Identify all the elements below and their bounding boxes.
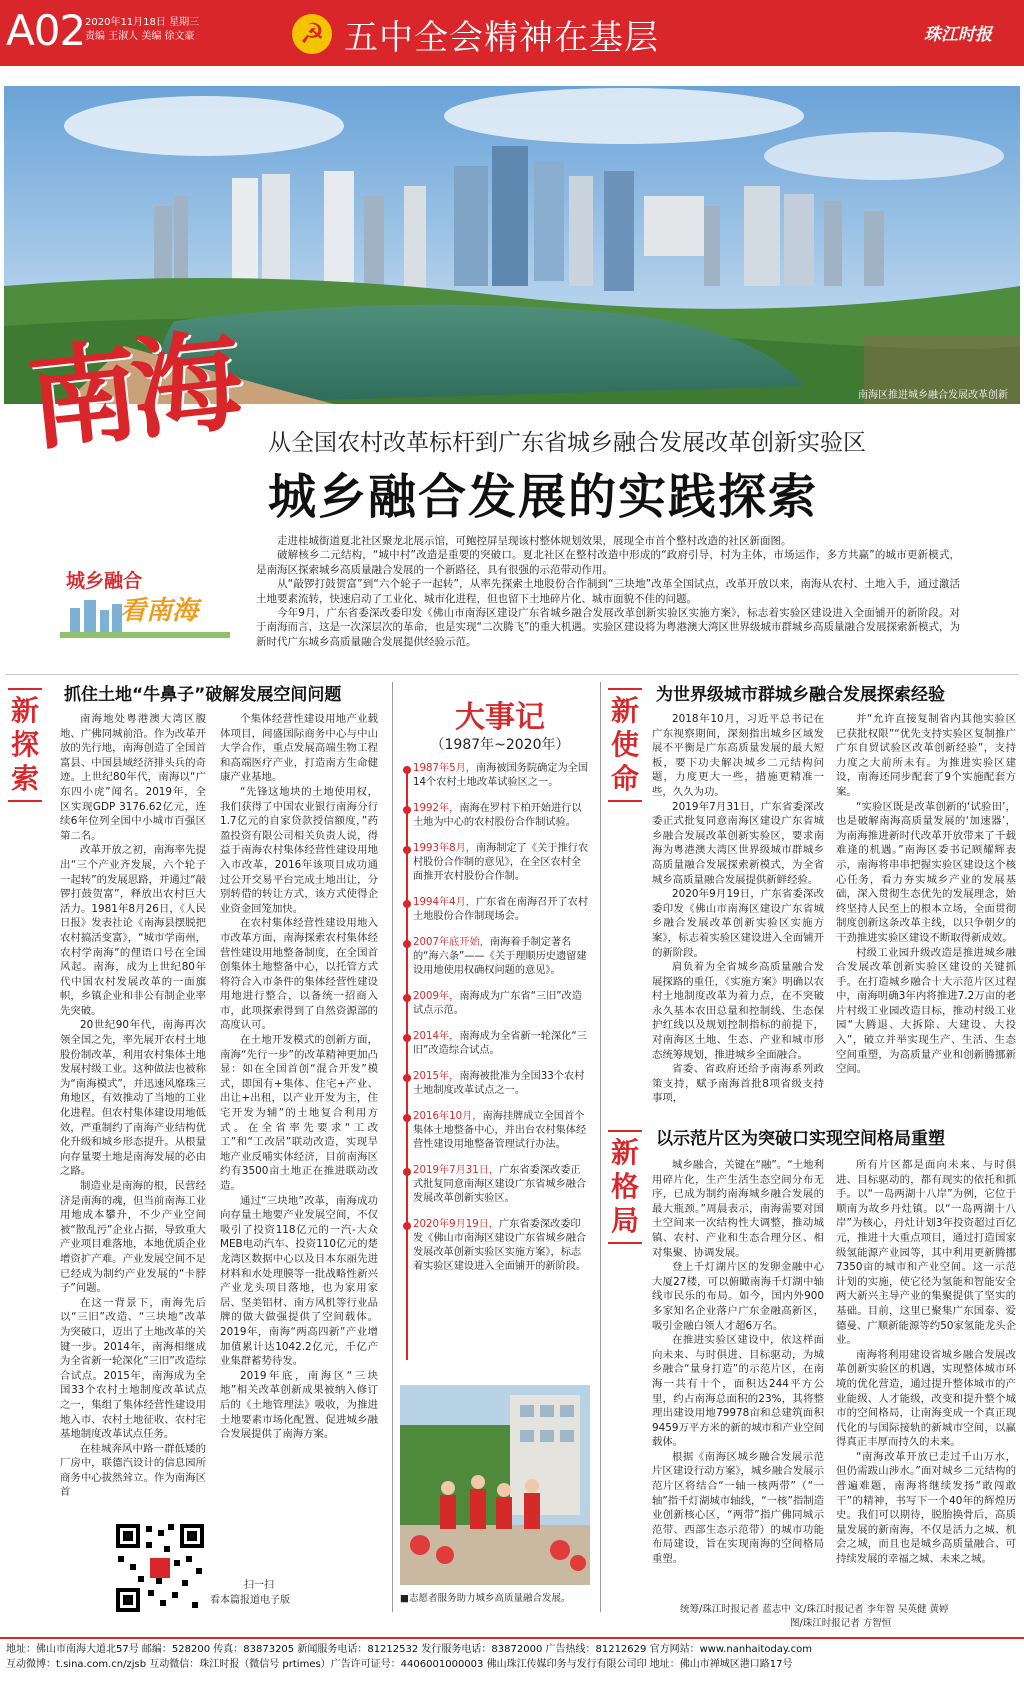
paragraph: 根据《南海区城乡融合发展示范片区建设行动方案》，城乡融合发展示范片区将结合“一轴一核两带”（“一轴”指千灯湖城市轴线，“一核”指制造业创新核心区，“两带”指广佛同城示范带、西部生态示范带）的城市功能布局建设，旨在实现南海的空间格局重塑。 (652, 1450, 824, 1566)
timeline-date: 2014年， (413, 1031, 460, 1042)
timeline-text: 南海被批准为全国33个农村土地制度改革试点之一。 (413, 1071, 585, 1096)
paragraph: 通过“三块地”改革，南海成功向存量土地要产业发展空间，不仅吸引了投资118亿元的一汽-大众MEB电动汽车、投资110亿元的楚龙湾区数据中心以及日本东丽先进材料和水处理膜等一批战略性新兴产业龙头项目落地，也为家用家居、坚美铝材、南方风机等行业品牌的做大做强提供了空间载体。2019年，南海“两高四新”产业增加值累计达1042.2亿元，千亿产业集群蓄势待发。 (220, 1194, 378, 1368)
timeline-event (403, 990, 590, 1018)
intro-paragraph: 走进桂城街道夏北社区聚龙北展示馆，可鲍控屏呈现该村整体规划效果，展现全市首个整村改造的社区新面图。 (277, 535, 792, 547)
date-line: 2020年11月18日 星期三 (85, 17, 200, 28)
timeline-event (403, 1218, 590, 1274)
column-logo-line1: 城乡融合 (66, 570, 143, 592)
timeline-dot-icon (403, 1034, 411, 1042)
timeline-date: 2016年10月， (413, 1111, 483, 1122)
section-banner: 五中全会精神在基层 (344, 18, 659, 58)
paragraph: 南海将利用建设省城乡融合发展改革创新实验区的机遇，实现整体城市环境的优化营造，通过提升整体城市的产业能级、人才能级，改变和提升整个城市的空间格局，让南海变成一个真正现代化的与国际接轨的新城市空间，以赢得真正丰厚而持久的未来。 (836, 1348, 1016, 1449)
paragraph: 2018年10月，习近平总书记在广东视察期间，深刻指出城乡区域发展不平衡是广东高质量发展的最大短板，要下功夫解决城乡二元结构问题，力度更大一些，措施更精准一些，久久为功。 (652, 713, 824, 798)
paragraph: 省委、省政府还给予南海系列政策支持，赋予南海首批8项省级支持事项， (652, 1063, 824, 1105)
paragraph: 在桂城奔风中路一群低矮的厂房中，联德汽设计的信息园所商务中心拔然耸立。作为南海区首 (60, 1442, 206, 1499)
timeline-event (403, 896, 590, 924)
timeline-date: 2015年， (413, 1071, 460, 1082)
column-logo-line2: 看南海 (120, 596, 199, 626)
intro-paragraph: 今年9月，广东省委深改委印发《佛山市南海区建设广东省城乡融合发展改革创新实验区实施方案》，标志着实验区建设进入全面铺开的新阶段。对于南海而言，这是一次深层次的革命，也是实现“二次腾飞”的重大机遇。实验区建设将为粤港澳大湾区世界级城市群城乡高质量融合发展探索新模式，为新时代广东城乡高质量融合发展提供经验示范。 (256, 607, 960, 648)
section-label-new-pattern: 新格局 (608, 1130, 642, 1244)
section3-heading: 以示范片区为突破口实现空间格局重塑 (656, 1129, 945, 1149)
timeline-dot-icon (403, 1222, 411, 1230)
byline-line: 统筹/珠江时报记者 蓝志中 文/珠江时报记者 李年智 吴英健 黄婷 (680, 1604, 949, 1615)
timeline-date: 2007年底开始， (413, 937, 490, 948)
paragraph: 在这一背景下，南海先后以“三旧”改造、“三块地”改革为突破口，迈出了土地改革的关键一步。2014年，南海相继成为全省新一轮深化“三旧”改造综合试点。2015年，南海成为全国33个农村土地制度改革试点之一，集组了集体经营性建设用地入市、农村土地征收、农村宅基地制度改革试点任务。 (60, 1296, 206, 1441)
paragraph: 2019年7月31日，广东省委深改委正式批复同意南海区建设广东省城乡融合发展改革创新实验区，要求南海为粤港澳大湾区世界级城市群城乡高质量融合发展探索新模式，为全省城乡高质量融合发展提供新鲜经验。 (652, 800, 824, 886)
photo-caption: 南海区推进城乡融合发展改革创新 (858, 390, 1008, 401)
timeline-text: 南海挂牌成立全国首个集体土地整备中心，并出台农村集体经营性建设用地整备管理试行办法。 (413, 1111, 587, 1150)
timeline-title: 大事记 (455, 700, 545, 735)
intro-text (256, 534, 960, 649)
headline-subtitle: 从全国农村改革标杆到广东省城乡融合发展改革创新实验区 (268, 430, 866, 456)
volunteer-photo (400, 1385, 590, 1585)
timeline-date: 1987年5月， (413, 763, 476, 774)
timeline-dot-icon (403, 846, 411, 854)
section2-heading: 为世界级城市群城乡融合发展探索经验 (656, 685, 945, 705)
column-logo (60, 560, 230, 640)
timeline-event (403, 1110, 590, 1152)
paragraph: 个集体经营性建设用地产业载体项目，间盛国际商务中心与中山大学合作，重点发展高端生物工程和高端医疗产业，打造南方生命健康产业基地。 (220, 713, 378, 784)
divider (6, 674, 1018, 675)
volunteer-image (400, 1385, 590, 1585)
section1-column2 (220, 712, 378, 1512)
timeline-dot-icon (403, 1074, 411, 1082)
paragraph: 登上千灯湖片区的发卵金融中心大厦27楼，可以俯瞰南海千灯湖中轴线市民乐的布局。如今，国内外900多家知名企业落户广东金融高新区，吸引金融白领人才超6万名。 (652, 1261, 824, 1332)
timeline-dot-icon (403, 994, 411, 1002)
timeline-dot-icon (403, 806, 411, 814)
timeline-date: 2009年， (413, 991, 460, 1002)
timeline-dot-icon (403, 940, 411, 948)
timeline-dot-icon (403, 1168, 411, 1176)
paragraph: 城乡融合，关键在“融”。“土地利用碎片化，生产生活生态空间分布无序，已成为制约南海城乡融合发展的最大瓶颈。”周晨表示，南海需要对国土空间来一次结构性大调整，推动城镇、农村、产业和生态合理分区、相对集聚、协调发展。 (652, 1159, 824, 1259)
timeline-text: 南海成为全省新一轮深化“三旧”改造综合试点。 (413, 1031, 587, 1056)
column-divider (392, 682, 393, 1612)
headline-title: 城乡融合发展的实践探索 (268, 469, 819, 525)
paragraph: “南海改革开放已走过千山万水，但仍需跋山涉水。”面对城乡二元结构的普遍难题，南海将继续发扬“敢闯敢干”的精神，书写下一个40年的辉煌历史。我们可以期待，脱胎换骨后，高质量发展的新南海，不仅是活力之城、机会之城，而且也是城乡高质量融合、可持续发展的幸福之城、未来之城。 (836, 1450, 1016, 1566)
timeline-dot-icon (403, 766, 411, 774)
page-meta (85, 16, 199, 44)
timeline-event (403, 1070, 590, 1098)
timeline-event (403, 1030, 590, 1058)
timeline-date: 1993年8月， (413, 843, 476, 854)
timeline-event (403, 762, 590, 790)
paragraph: “先锋这地块的土地使用权，我们获得了中国农业银行南海分行1.7亿元的自家贷款授信额度，”药盈投资有限公司相关负责人说，得益于南海农村集体经营性建设用地入市改革，2016年该项目成功通过公开交易平台完成土地出让，分别转借的转让方式，该方式使得企业资金回笼加快。 (220, 785, 378, 915)
section2-column2 (836, 712, 1016, 1124)
timeline-text: 广东省委深改委正式批复同意南海区建设广东省城乡融合发展改革创新实验区。 (413, 1165, 587, 1204)
section2-column1 (652, 712, 824, 1124)
big-calligraphy-title: 南海 (21, 315, 243, 466)
timeline-text: 广东省委深改委印发《佛山市南海区建设广东省城乡融合发展改革创新实验区实施方案》，标志着实验区建设进入全面铺开的新阶段。 (413, 1219, 587, 1272)
timeline-text: 广东省在南海召开了农村土地股份合作制现场会。 (413, 897, 589, 922)
byline (680, 1603, 1020, 1631)
paragraph: 2020年9月19日，广东省委深改委印发《佛山市南海区建设广东省城乡融合发展改革创新实验区实施方案》，标志着实验区建设进入全面铺开的新阶段。 (652, 888, 824, 959)
byline-line: 图/珠江时报记者 方智恒 (790, 1618, 892, 1629)
timeline-date: 1994年4月， (413, 897, 476, 908)
section3-column1 (652, 1158, 824, 1598)
editor-line: 责编 王淑人 美编 徐文豪 (85, 31, 195, 42)
timeline-event (403, 1164, 590, 1206)
timeline-event (403, 842, 590, 884)
timeline-text: 南海在罗村下柏开始进行以土地为中心的农村股份合作制试验。 (413, 803, 582, 828)
page-header (0, 0, 1024, 66)
section3-column2 (836, 1158, 1016, 1598)
section1-column1 (60, 712, 206, 1602)
timeline-date: 1992年， (413, 803, 460, 814)
timeline-event (403, 802, 590, 830)
volunteer-photo-caption: ■志愿者服务助力城乡高质量融合发展。 (400, 1593, 571, 1604)
paragraph: 肩负着为全省城乡高质量融合发展探路的重任，《实施方案》明确以农村土地制度改革为着力点，在不突破永久基本农田总量和控制线、生态保护红线以及规划控制指标的前提下，对南海区土地、生态、产业和城市形态统筹规划，推进城乡全面融合。 (652, 961, 824, 1061)
paragraph: 在农村集体经营性建设用地入市改革方面，南海探索农村集体经营性建设用地整备制度，在全国首创集体土地整备中心，以托管方式将符合入市条件的集体经营性建设用地进行整合，以备统一招商入市，此项探索得到了自然资源部的高度认可。 (220, 917, 378, 1032)
page-number: A02 (6, 6, 86, 55)
paragraph: 20世纪90年代，南海再次领全国之先，率先展开农村土地股份制改革，利用农村集体土地发展村级工业。这种做法也被称为“南海模式”，并迅速风靡珠三角地区，有效推动了当地的工业化进程。但农村集体建设用地低效，严重制约了南海产业结构优化升级和城乡形态提升。从根量向存量要土地是南海发展的必由之路。 (60, 1019, 206, 1178)
timeline-dot-icon (403, 1114, 411, 1122)
column-divider (600, 682, 601, 1612)
hammer-sickle-icon: ☭ (292, 14, 332, 54)
qr-label (210, 1578, 290, 1608)
paragraph: “实验区既是改革创新的‘试验田’，也是破解南海高质量发展的‘加速器’，为南海推进新时代改革开放带来了千载难逢的机遇。”南海区委书记顾耀辉表示，南海将串串把握实验区建设这个核心任务，看力夯实城乡产业的发展基础，深入贯彻生态优先的发展理念，始终坚持人民至上的根本立场，全面贯彻制度创新这条改革主线，以只争朝夕的干劲推进实验区建设不断取得新成效。 (836, 800, 1016, 944)
timeline-event (403, 936, 590, 978)
paragraph: 并“允许直接复制省内其他实验区已获批权限”“优先支持实验区复制推广广东自贸试验区改革创新经验”，支持力度之大前所未有。为推进实验区建设，南海还同步配套了9个实施配套方案。 (836, 713, 1016, 798)
qr-pattern (112, 1520, 208, 1616)
timeline-date: 2020年9月19日， (413, 1219, 500, 1230)
timeline-events (403, 762, 590, 1274)
timeline-dot-icon (403, 900, 411, 908)
paragraph: 改革开放之初，南海率先提出“三个产业齐发展，六个轮子一起转”的发展思路，并通过“敲锣打鼓贺富”，释放出农村巨大活力。1981年8月26日，《人民日报》发表社论《南海县摆脱把农村搞活变富》，“城市学南州，农村学南海”的俚语口号在全国风起。南海，成为上世纪80年代中国农村发展改革的一面旗帜，乡镇企业和非公有制企业率先突破。 (60, 844, 206, 1017)
timeline-text: 南海制定了《关于推行农村股份合作制的意见》，在全区农村全面推开农村股份合作制。 (413, 843, 589, 882)
intro-paragraph: 破解核乡二元结构，“城中村”改造是重要的突破口。夏北社区在整村改造中形成的“政府引导，村为主体，市场运作，多方共赢”的城市更新模式，是南海区探索城乡高质量融合发展的一个新路径，具有很强的示范带动作用。 (256, 549, 960, 576)
paragraph: 在土地开发模式的创新方面，南海“先行一步”的改革精神更加凸显：如在全国首创“混合开发”模式，即国有+集体、住宅+产业、出让+出租，以产业开发为主，住宅开发为辅”的土地复合利用方式。在全省率先要求“工改工”和“工改居”联动改造，实现旱地产业反哺实体经济，目前南海区约有3500亩土地正在推进联动改造。 (220, 1034, 378, 1192)
footer-line2: 互动微博：t.sina.com.cn/zjsb 互动微信：珠江时报（微信号 prtimes）广告许可证号：4406001000003 佛山珠江传媒印务与发行有限公司印 地址：佛山市禅城区港口路17号 (6, 1659, 793, 1670)
timeline-text: 南海被国务院确定为全国14个农村土地改革试验区之一。 (413, 763, 589, 788)
paragraph: 南海地处粤港澳大湾区腹地、广佛同城前沿。作为改革开放的先行地，南海创造了全国首富县、中国县域经济排头兵的奇迹。上世纪80年代，南海以“广东四小虎”闻名。2019年，全区实现GDP 3176.62亿元，连续6年位列全国中小城市百强区第二名。 (60, 713, 206, 842)
newspaper-brand: 珠江时报 (924, 25, 992, 45)
paragraph: 2019年底，南海区“三块地”相关改革创新成果被纳入修订后的《土地管理法》吸收，为推进土地要素市场化配置、促进城乡融合发展提供了南海方案。 (220, 1369, 378, 1441)
timeline-text: 南海着手制定著名的“海六条”——《关于理顺历史遗留建设用地使用权确权问题的意见》。 (413, 937, 587, 976)
timeline-range: （1987年~2020年） (430, 737, 570, 753)
section-label-new-mission: 新使命 (608, 688, 642, 802)
page-footer (0, 1637, 1024, 1681)
timeline (403, 762, 590, 1362)
qr-label-line2: 看本篇报道电子版 (210, 1595, 290, 1606)
footer-line1: 地址：佛山市南海大道北57号 邮编：528200 传真：83873205 新闻服务电话：81212532 发行服务电话：83872000 广告热线：81212629 官方网站：www.nanhaitoday.com (6, 1644, 812, 1655)
qr-label-line1: 扫一扫 (244, 1580, 274, 1591)
section-label-new-exploration: 新探索 (8, 688, 42, 802)
intro-paragraph: 从“敲锣打鼓贺富”到“六个轮子一起转”，从率先探索土地股份合作制到“三块地”改革全国试点，改革开放以来，南海从农村、土地入手，通过激活土地要素流转，快速启动了工业化、城市化进程，但也留下土地碎片化、城市面貌不佳的问题。 (256, 578, 960, 605)
timeline-date: 2019年7月31日， (413, 1165, 500, 1176)
timeline-text: 南海成为广东省“三旧”改造试点示范。 (413, 991, 582, 1016)
qr-code-icon[interactable] (112, 1520, 208, 1616)
paragraph: 村级工业园升级改造是推进城乡融合发展改革创新实验区建设的关键抓手。在打造城乡融合十大示范片区过程中，南海明确3年内将推进7.2万亩的老片村级工业园改造目标，推动村级工业园“大腾退、大拆除、大建设、大投入”，破立并举实现生产、生活、生态空间重塑，为高质量产业和创新腾挪新空间。 (836, 946, 1016, 1076)
paragraph: 所有片区都是面向未来、与时俱进、目标驱动的，都有现实的依托和抓手。以“一岛两湖十八岸”为例，它位于顺南为故乡丹灶镇。以“一岛两湖十八岸”为核心，丹灶计划3年投资超过百亿元，推进十大重点项目，通过打造国家级氢能源产业园等，其中利用更新腾挪7350亩的城市和产业空间。这一示范计划的实施，使它径为氢能和智能安全两大新兴主导产业的集聚提供了坚实的基础。目前，这里已聚集广东国泰、爱德曼、广顺新能源等约50家氢能龙头企业。 (836, 1159, 1016, 1347)
paragraph: 制造业是南海的根，民营经济是南海的魂，但当前南海工业用地成本攀升，不少产业空间被“散乱污”企业占据，导致重大产业项目难落地，本地优质企业增资扩产难。产业发展空间不足已经成为制约产业发展的“卡脖子”问题。 (60, 1180, 206, 1295)
section1-heading: 抓住土地“牛鼻子”破解发展空间问题 (64, 685, 342, 705)
paragraph: 在推进实验区建设中，依这样面向未来、与时俱进、目标驱动，为城乡融合“量身打造”的示范片区，在南海一共有十个，面积达244平方公里，约占南海总面积的23%，其将整理出建设用地79978亩和总建筑面积9459万平方米的新的城市和产业空间载体。 (652, 1334, 824, 1449)
